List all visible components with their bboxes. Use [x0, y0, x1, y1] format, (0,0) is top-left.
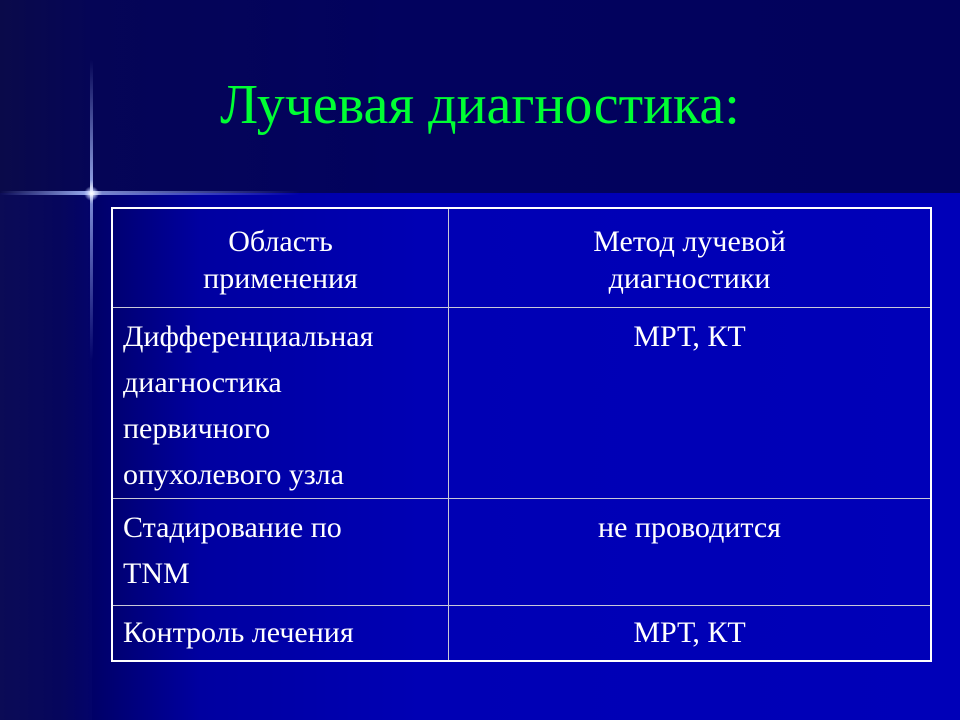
method-text: МРТ, КТ	[633, 616, 746, 649]
table-header-row	[112, 208, 931, 308]
header-method-line: диагностики	[608, 262, 771, 295]
area-line: первичного	[123, 412, 271, 445]
area-line: TNM	[123, 557, 190, 590]
slide-title-text: Лучевая диагностика:	[220, 74, 740, 136]
area-line: Стадирование по	[123, 511, 342, 544]
area-line: Дифференциальная	[123, 320, 374, 353]
area-line: диагностика	[123, 366, 282, 399]
method-cell	[449, 606, 931, 662]
left-strip	[0, 193, 92, 720]
light-flare-horizontal	[0, 191, 300, 195]
header-cell-method	[449, 208, 931, 308]
slide-title	[0, 70, 960, 140]
method-cell	[449, 308, 931, 499]
method-cell	[449, 499, 931, 606]
method-text: не проводится	[598, 511, 781, 544]
table-row	[112, 499, 931, 606]
header-area-line: применения	[203, 262, 358, 295]
area-cell	[112, 308, 449, 499]
table-row	[112, 606, 931, 662]
area-cell	[112, 499, 449, 606]
diagnostics-table	[111, 207, 932, 662]
area-line: опухолевого узла	[123, 458, 344, 491]
area-cell	[112, 606, 449, 662]
method-text: МРТ, КТ	[633, 320, 746, 353]
header-cell-area	[112, 208, 449, 308]
header-method-line: Метод лучевой	[593, 225, 786, 258]
header-area-line: Область	[228, 225, 333, 258]
table-row	[112, 308, 931, 499]
area-line: Контроль лечения	[123, 616, 354, 649]
light-flare-icon	[84, 186, 99, 201]
